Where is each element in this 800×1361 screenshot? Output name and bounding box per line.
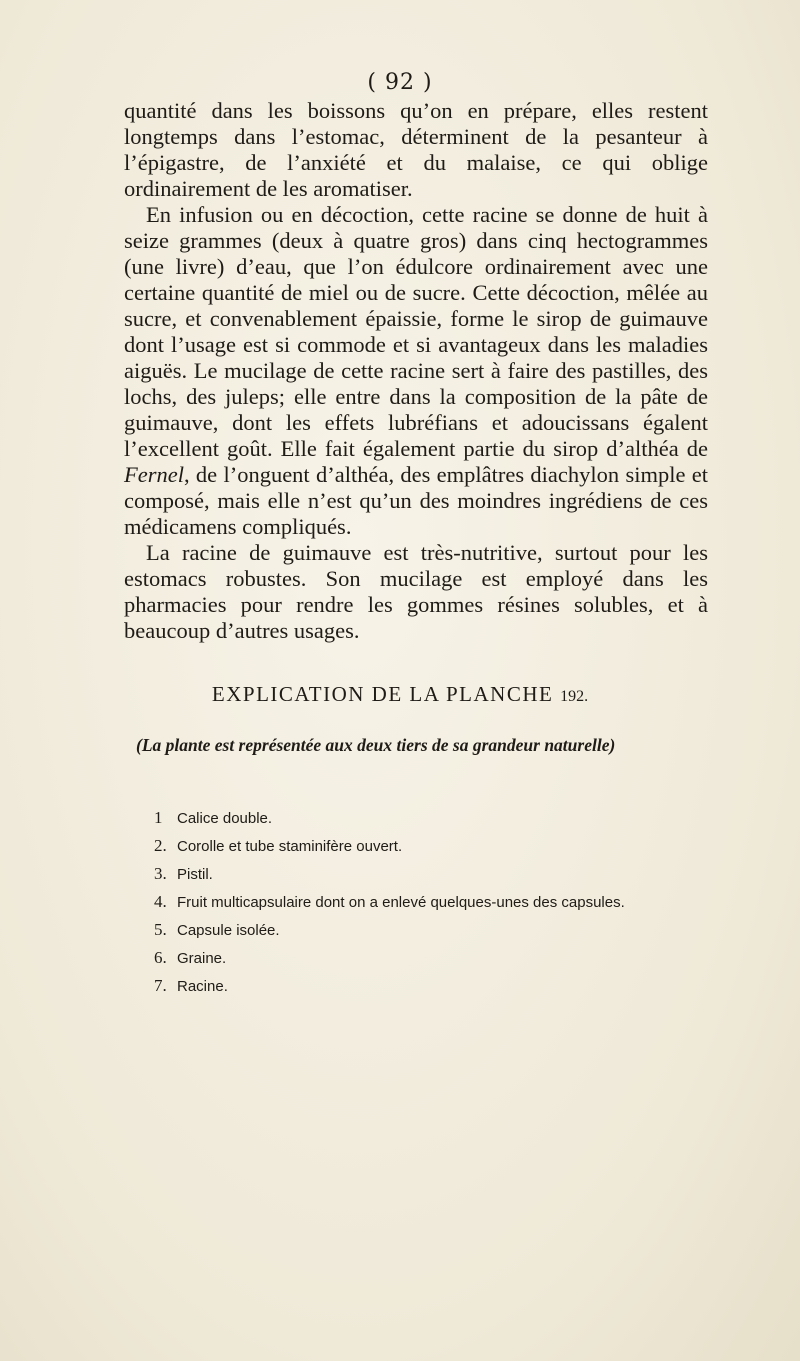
- plate-number: 192.: [560, 688, 589, 705]
- legend-item: 1 Calice double.: [154, 808, 273, 827]
- legend-item: 3. Pistil.: [154, 864, 213, 883]
- author-name-fernel: Fernel: [124, 462, 184, 487]
- legend-item: 4. Fruit multicapsulaire dont on a enlevé quelques-unes des capsules.: [154, 892, 625, 911]
- paragraph-2-start: En infusion ou en décoction, cette racine se donne de huit à seize grammes (deux à quatre gros) dans cinq hectogrammes (une livre) d’eau, que l’on édulcore ordinairement avec une certaine quantité de miel ou de sucre. Cette décoction, mêlée au sucre, et convenablement épaissie, forme le sirop de guimauve dont l’usage est si commode et si avantageux dans les maladies aiguës. Le mucilage de cette racine sert à faire des pastilles, des lochs, des juleps; elle entre dans la composition de la pâte de guimauve, dont les effets lubréfians et adoucissans égalent l’excellent goût. Elle fait également partie du sirop d’althéa de: [124, 202, 708, 461]
- paragraph-2: [124, 202, 708, 540]
- plate-heading: [0, 682, 800, 707]
- body-text: [124, 98, 708, 644]
- plate-legend: [154, 804, 714, 1000]
- plate-subtitle: (La plante est représentée aux deux tiers de sa grandeur naturelle): [136, 735, 616, 755]
- legend-item: 6. Graine.: [154, 948, 227, 967]
- plate-heading-text: EXPLICATION DE LA PLANCHE: [211, 682, 554, 706]
- paragraph-2-end: , de l’onguent d’althéa, des emplâtres diachylon simple et composé, mais elle n’est qu’un des moindres ingrédiens de ces médicamens compliqués.: [124, 462, 708, 539]
- page-number: ( 92 ): [367, 70, 433, 95]
- legend-item: 2. Corolle et tube staminifère ouvert.: [154, 836, 403, 855]
- legend-item: 7. Racine.: [154, 976, 228, 995]
- paragraph-3: La racine de guimauve est très-nutritive, surtout pour les estomacs robustes. Son mucilage est employé dans les pharmacies pour rendre les gommes résines solubles, et à beaucoup d’autres usages.: [124, 540, 708, 643]
- legend-item: 5. Capsule isolée.: [154, 920, 280, 939]
- paragraph-1: quantité dans les boissons qu’on en prépare, elles restent longtemps dans l’estomac, déterminent de la pesanteur à l’épigastre, de l’anxiété et du malaise, ce qui oblige ordinairement de les aromatiser.: [124, 98, 708, 201]
